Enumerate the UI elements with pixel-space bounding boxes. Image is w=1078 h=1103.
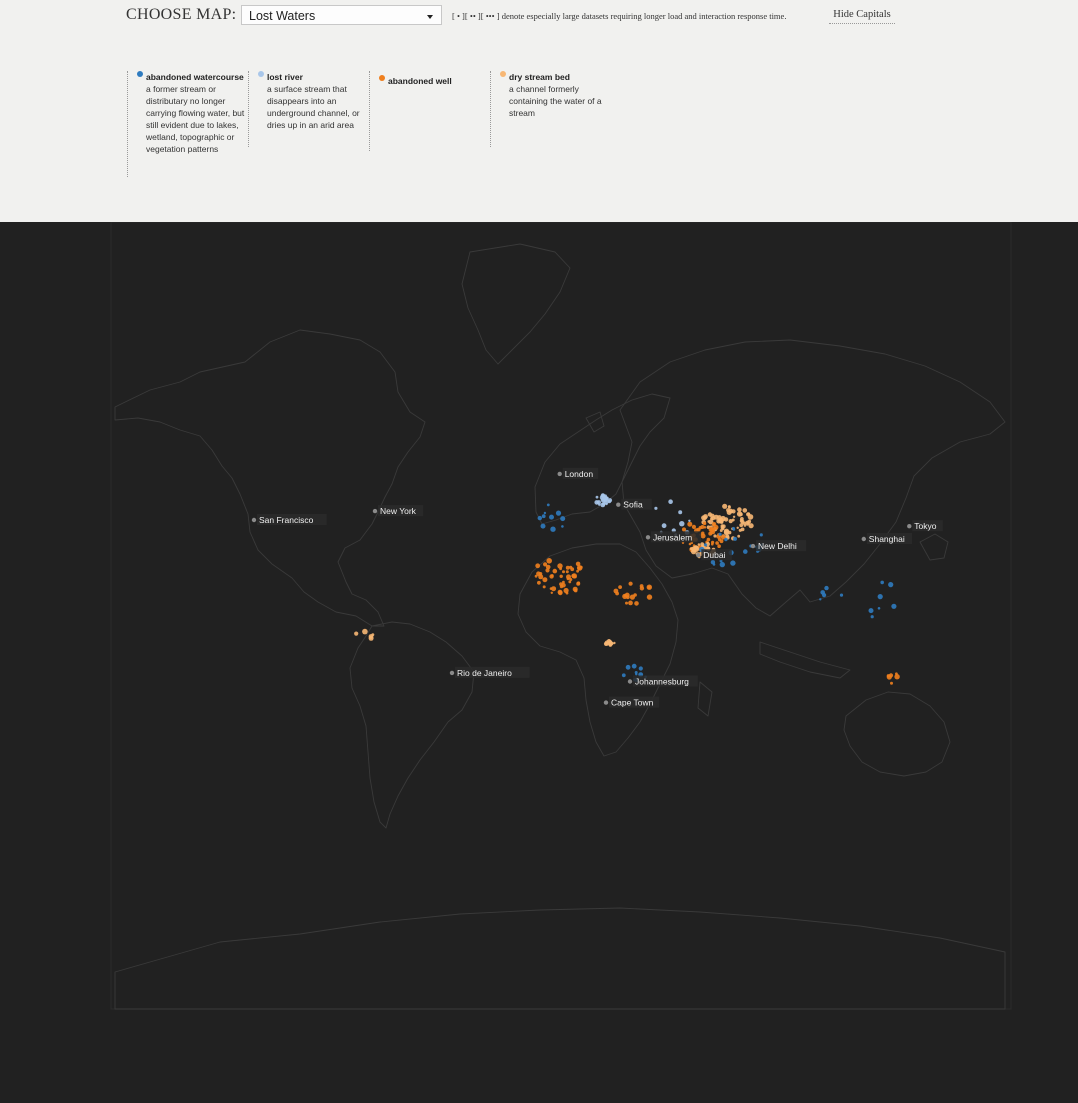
site-marker-well[interactable]: [551, 592, 553, 594]
site-marker-dry-bed[interactable]: [740, 517, 744, 521]
site-marker-watercourse[interactable]: [556, 511, 561, 516]
site-marker-well[interactable]: [562, 581, 565, 584]
capital-rio-de-janeiro[interactable]: [450, 667, 530, 678]
site-marker-dry-bed[interactable]: [354, 632, 358, 636]
site-marker-well[interactable]: [576, 562, 581, 567]
site-marker-well[interactable]: [542, 577, 547, 582]
site-marker-well[interactable]: [711, 530, 715, 534]
site-marker-watercourse[interactable]: [820, 590, 825, 595]
north-america-outline: [115, 330, 425, 626]
site-marker-lost-river[interactable]: [662, 523, 667, 528]
capital-dot: [646, 535, 650, 539]
site-marker-dry-bed[interactable]: [737, 507, 742, 512]
legend-title: abandoned well: [388, 76, 452, 86]
site-marker-well[interactable]: [559, 567, 562, 570]
site-marker-watercourse[interactable]: [760, 533, 763, 536]
capital-label: New York: [380, 506, 416, 517]
antarctica-outline: [115, 908, 1005, 1009]
site-marker-dry-bed[interactable]: [722, 527, 725, 530]
site-marker-watercourse[interactable]: [639, 666, 643, 670]
site-marker-well[interactable]: [717, 544, 721, 548]
site-marker-watercourse[interactable]: [871, 615, 874, 618]
site-marker-well[interactable]: [614, 589, 619, 594]
map-canvas[interactable]: [0, 222, 1078, 1103]
site-marker-well[interactable]: [647, 594, 652, 599]
site-marker-lost-river[interactable]: [602, 502, 606, 506]
controls-panel: [0, 0, 1078, 222]
australia-outline: [844, 692, 950, 776]
capital-dot: [628, 679, 632, 683]
capital-dot: [558, 472, 562, 476]
site-marker-dry-bed[interactable]: [728, 505, 731, 508]
site-marker-dry-bed[interactable]: [707, 546, 710, 549]
site-marker-dry-bed[interactable]: [737, 527, 739, 529]
site-marker-well[interactable]: [634, 601, 639, 606]
site-marker-well[interactable]: [712, 522, 716, 526]
capital-label: Sofia: [623, 499, 643, 510]
site-marker-well[interactable]: [562, 570, 565, 573]
site-marker-watercourse[interactable]: [541, 524, 546, 529]
site-marker-watercourse[interactable]: [732, 527, 735, 530]
capital-tokyo[interactable]: [907, 520, 943, 531]
site-marker-dry-bed[interactable]: [362, 629, 368, 635]
site-marker-dry-bed[interactable]: [724, 530, 729, 535]
site-marker-watercourse[interactable]: [880, 581, 884, 585]
site-marker-well[interactable]: [569, 578, 572, 581]
site-marker-well[interactable]: [551, 574, 554, 577]
site-marker-well[interactable]: [576, 570, 579, 573]
site-marker-well[interactable]: [550, 587, 553, 590]
site-marker-well[interactable]: [692, 525, 696, 529]
site-marker-well[interactable]: [560, 585, 563, 588]
site-marker-well[interactable]: [711, 541, 714, 544]
capital-label: Tokyo: [914, 521, 937, 532]
capital-dot: [450, 671, 454, 675]
site-marker-well[interactable]: [704, 526, 707, 529]
site-marker-dry-bed[interactable]: [710, 514, 715, 519]
site-marker-dry-bed[interactable]: [727, 510, 732, 515]
capital-label: Cape Town: [611, 697, 654, 708]
capital-dot: [696, 553, 700, 557]
site-marker-well[interactable]: [560, 575, 563, 578]
site-marker-watercourse[interactable]: [888, 582, 893, 587]
legend-description: a former stream or distributary no longer carrying flowing water, but still evident due to lakes, wetland, topographic or vegetation patterns: [146, 84, 245, 154]
site-marker-watercourse[interactable]: [542, 514, 546, 518]
site-marker-dry-bed[interactable]: [721, 524, 725, 528]
site-marker-watercourse[interactable]: [869, 608, 874, 613]
site-marker-well[interactable]: [535, 563, 540, 568]
site-marker-watercourse[interactable]: [544, 512, 546, 514]
site-marker-well[interactable]: [887, 674, 892, 679]
site-marker-dry-bed[interactable]: [717, 515, 722, 520]
site-marker-well[interactable]: [576, 582, 580, 586]
site-markers: [354, 493, 900, 685]
site-marker-dry-bed[interactable]: [690, 547, 693, 550]
site-marker-dry-bed[interactable]: [733, 516, 735, 518]
site-marker-well[interactable]: [701, 534, 706, 539]
site-marker-well[interactable]: [618, 585, 622, 589]
legend-description: a surface stream that disappears into an underground channel, or dries up in an arid area: [267, 84, 360, 130]
site-marker-watercourse[interactable]: [719, 533, 722, 536]
legend-item-abandoned-well[interactable]: [369, 71, 486, 151]
site-marker-well[interactable]: [890, 682, 893, 685]
site-marker-well[interactable]: [566, 566, 570, 570]
site-marker-watercourse[interactable]: [622, 673, 626, 677]
site-marker-dry-bed[interactable]: [722, 504, 727, 509]
legend-description: a channel formerly containing the water of a stream: [509, 84, 602, 118]
site-marker-well[interactable]: [538, 574, 543, 579]
asia-outline: [620, 340, 1005, 616]
site-marker-watercourse[interactable]: [561, 525, 564, 528]
capital-dot: [252, 518, 256, 522]
site-marker-well[interactable]: [628, 601, 633, 606]
site-marker-well[interactable]: [626, 595, 630, 599]
site-marker-dry-bed[interactable]: [741, 528, 745, 532]
site-marker-well[interactable]: [558, 590, 563, 595]
legend-dot-icon: [379, 75, 385, 81]
site-marker-lost-river[interactable]: [688, 520, 690, 522]
site-marker-well[interactable]: [707, 538, 711, 542]
site-marker-watercourse[interactable]: [891, 604, 896, 609]
site-marker-well[interactable]: [625, 602, 628, 605]
site-marker-dry-bed[interactable]: [609, 644, 612, 647]
site-marker-dry-bed[interactable]: [713, 534, 716, 537]
map-frame: [111, 222, 1011, 1009]
capital-new-delhi[interactable]: [751, 540, 806, 551]
hide-capitals-toggle[interactable]: Hide Capitals: [829, 9, 895, 24]
site-marker-watercourse[interactable]: [878, 607, 881, 610]
legend-dot-icon: [500, 71, 506, 77]
site-marker-lost-river[interactable]: [598, 504, 600, 506]
site-marker-dry-bed[interactable]: [732, 519, 735, 522]
site-marker-well[interactable]: [537, 581, 541, 585]
site-marker-dry-bed[interactable]: [703, 514, 708, 519]
site-marker-well[interactable]: [546, 558, 552, 564]
site-marker-dry-bed[interactable]: [369, 636, 374, 641]
site-marker-watercourse[interactable]: [704, 543, 707, 546]
site-marker-watercourse[interactable]: [730, 560, 735, 565]
capital-dot: [907, 524, 911, 528]
capital-label: Dubai: [703, 550, 726, 561]
site-marker-well[interactable]: [715, 541, 719, 545]
chevron-down-icon: [427, 15, 433, 19]
site-marker-watercourse[interactable]: [550, 527, 555, 532]
site-marker-watercourse[interactable]: [840, 594, 843, 597]
site-marker-watercourse[interactable]: [743, 549, 748, 554]
capital-label: Johannesburg: [635, 676, 689, 687]
site-marker-well[interactable]: [546, 565, 551, 570]
capital-cape-town[interactable]: [604, 697, 659, 708]
site-marker-well[interactable]: [566, 570, 569, 573]
site-marker-lost-river[interactable]: [608, 500, 611, 503]
legend-dot-icon: [258, 71, 264, 77]
south-america-outline: [350, 622, 474, 828]
greenland-outline: [462, 244, 570, 364]
site-marker-dry-bed[interactable]: [608, 640, 612, 644]
site-marker-well[interactable]: [580, 566, 583, 569]
capital-sofia[interactable]: [616, 499, 652, 510]
site-marker-watercourse[interactable]: [560, 516, 565, 521]
capital-new-york[interactable]: [373, 505, 423, 516]
site-marker-well[interactable]: [697, 528, 701, 532]
capital-label: San Francisco: [259, 515, 314, 525]
legend-dot-icon: [137, 71, 143, 77]
world-map[interactable]: [0, 222, 1078, 1103]
capital-jerusalem[interactable]: [646, 531, 701, 542]
legend-item-abandoned-watercourse[interactable]: [127, 71, 248, 177]
legend-item-dry-stream-bed[interactable]: [490, 71, 609, 147]
capital-shanghai[interactable]: [862, 533, 912, 544]
capital-label: New Delhi: [758, 541, 797, 552]
map-select[interactable]: [241, 5, 442, 25]
site-marker-well[interactable]: [564, 588, 569, 593]
site-marker-watercourse[interactable]: [711, 560, 715, 564]
capital-johannesburg[interactable]: [628, 676, 698, 687]
site-marker-dry-bed[interactable]: [613, 642, 615, 644]
dataset-size-note: [ • ][ •• ][ ••• ] denote especially large datasets requiring longer load and interaction response time.: [452, 11, 787, 21]
site-marker-watercourse[interactable]: [824, 586, 828, 590]
site-marker-dry-bed[interactable]: [693, 545, 698, 550]
site-marker-watercourse[interactable]: [878, 594, 883, 599]
capital-dot: [604, 700, 608, 704]
site-marker-watercourse[interactable]: [724, 538, 727, 541]
site-marker-lost-river[interactable]: [604, 494, 607, 497]
site-marker-well[interactable]: [573, 587, 578, 592]
site-marker-lost-river[interactable]: [654, 507, 657, 510]
site-marker-dry-bed[interactable]: [604, 642, 608, 646]
site-marker-well[interactable]: [895, 672, 898, 675]
site-marker-watercourse[interactable]: [538, 516, 542, 520]
site-marker-dry-bed[interactable]: [746, 522, 749, 525]
legend-title: dry stream bed: [509, 72, 570, 82]
site-marker-well[interactable]: [640, 584, 644, 588]
site-marker-well[interactable]: [689, 543, 692, 546]
site-marker-lost-river[interactable]: [678, 510, 682, 514]
capital-label: Jerusalem: [653, 532, 693, 543]
choose-map-label: CHOOSE MAP:: [126, 6, 237, 23]
capital-label: Shanghai: [868, 534, 905, 544]
site-marker-well[interactable]: [570, 567, 574, 571]
site-marker-well[interactable]: [553, 569, 558, 574]
capital-dot: [373, 509, 377, 513]
site-marker-well[interactable]: [543, 585, 546, 588]
site-marker-lost-river[interactable]: [679, 521, 684, 526]
site-marker-watercourse[interactable]: [819, 598, 821, 600]
site-marker-lost-river[interactable]: [594, 500, 599, 505]
site-marker-lost-river[interactable]: [668, 499, 673, 504]
site-marker-dry-bed[interactable]: [743, 508, 748, 513]
capital-dot: [862, 537, 866, 541]
site-marker-dry-bed[interactable]: [744, 524, 747, 527]
site-marker-watercourse[interactable]: [635, 671, 638, 674]
site-marker-well[interactable]: [703, 522, 706, 525]
site-marker-dry-bed[interactable]: [724, 517, 728, 521]
site-marker-well[interactable]: [630, 595, 635, 600]
site-marker-watercourse[interactable]: [547, 504, 550, 507]
capital-label: London: [564, 468, 594, 479]
site-marker-dry-bed[interactable]: [747, 512, 750, 515]
capital-label: Rio de Janeiro: [457, 667, 512, 678]
capital-san-francisco[interactable]: [252, 514, 327, 525]
site-marker-dry-bed[interactable]: [698, 543, 701, 546]
site-marker-well[interactable]: [629, 582, 633, 586]
legend-title: abandoned watercourse: [146, 72, 244, 82]
legend-title: lost river: [267, 72, 303, 82]
legend-item-lost-river[interactable]: [248, 71, 367, 147]
site-marker-well[interactable]: [687, 522, 692, 527]
site-marker-dry-bed[interactable]: [737, 535, 740, 538]
site-marker-well[interactable]: [647, 585, 652, 590]
site-marker-watercourse[interactable]: [733, 537, 737, 541]
site-marker-lost-river[interactable]: [596, 496, 599, 499]
capital-dot: [616, 503, 620, 507]
map-select-value: Lost Waters: [249, 9, 316, 23]
capital-london[interactable]: [558, 468, 599, 479]
coastlines: [115, 244, 1005, 1009]
site-marker-well[interactable]: [572, 573, 577, 578]
site-marker-watercourse[interactable]: [626, 665, 631, 670]
site-marker-watercourse[interactable]: [632, 664, 637, 669]
site-marker-watercourse[interactable]: [549, 515, 554, 520]
site-marker-dry-bed[interactable]: [739, 513, 743, 517]
capital-dubai[interactable]: [696, 549, 732, 560]
capital-dot: [751, 544, 755, 548]
site-marker-watercourse[interactable]: [720, 562, 725, 567]
